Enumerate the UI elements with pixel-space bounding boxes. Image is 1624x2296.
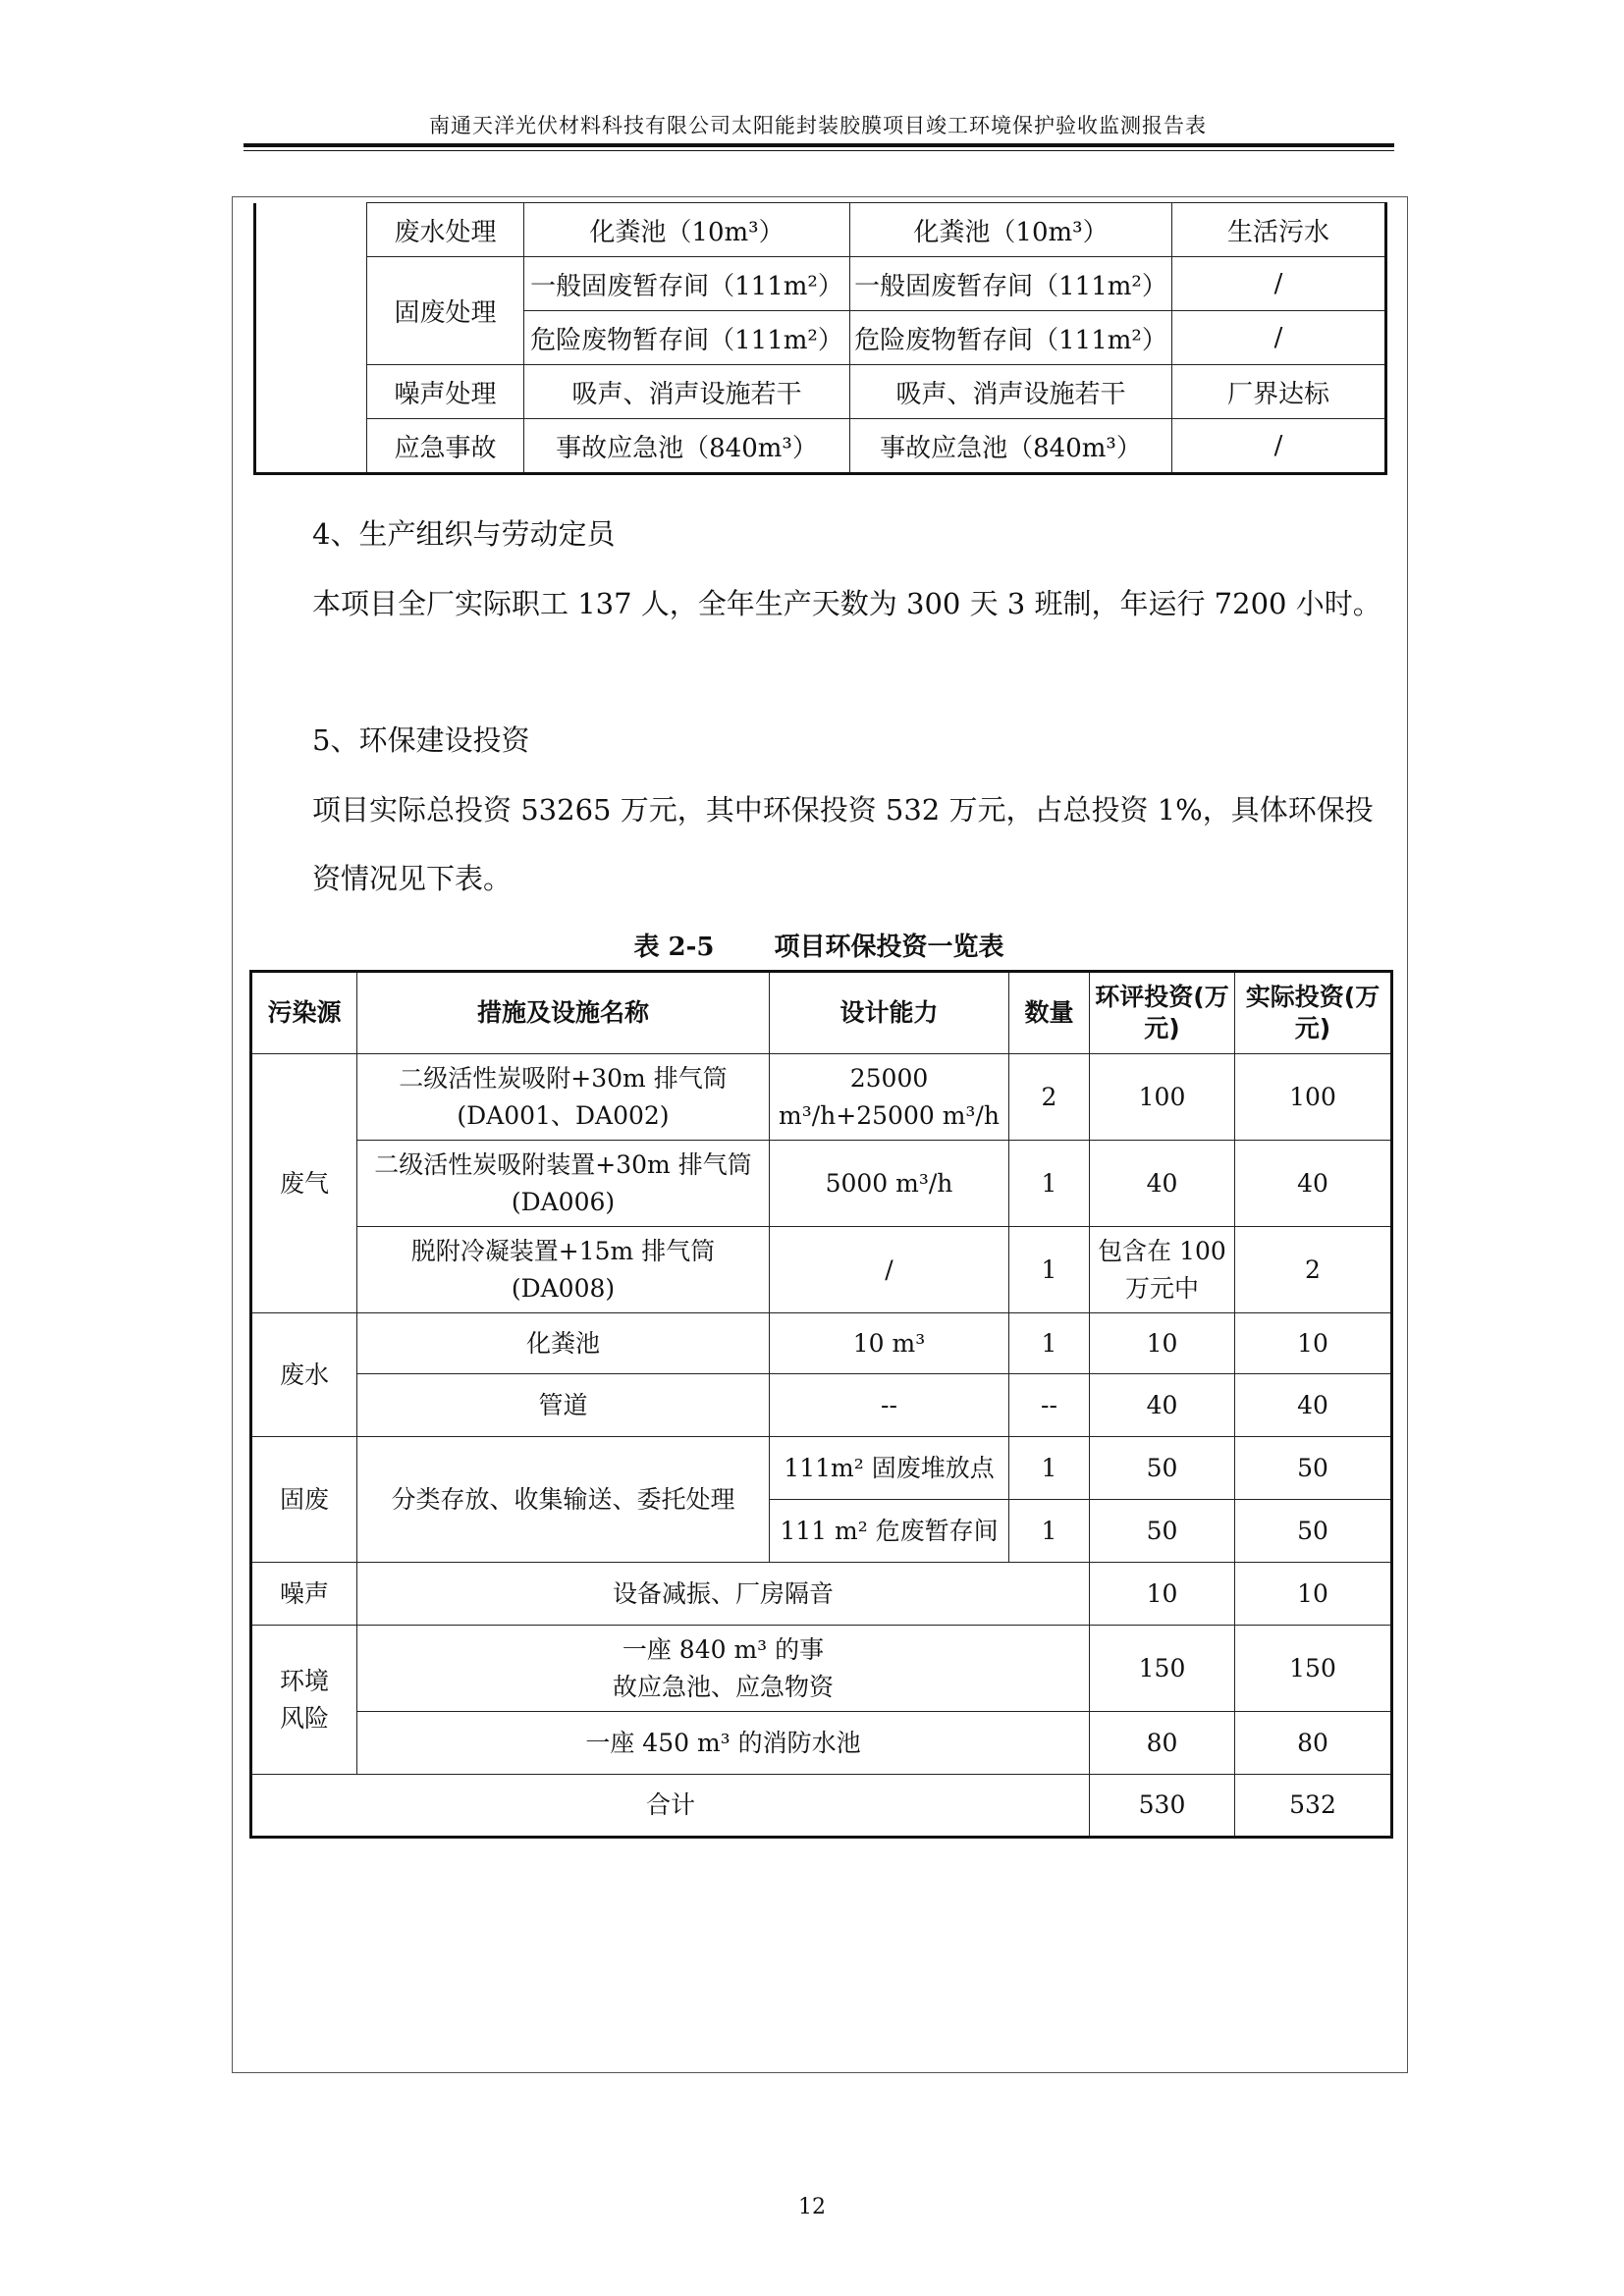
measure-cell: 二级活性炭吸附装置+30m 排气筒(DA006) — [357, 1141, 770, 1227]
header-capacity: 设计能力 — [770, 972, 1009, 1054]
total-label: 合计 — [251, 1775, 1090, 1838]
section-5-text: 项目实际总投资 53265 万元，其中环保投资 532 万元，占总投资 1%，具体环保投资情况见下表。 — [312, 793, 1374, 895]
actual-cell: 事故应急池（840m³） — [850, 419, 1172, 474]
table-row — [255, 203, 1386, 257]
measure-cell: 脱附冷凝装置+15m 排气筒(DA008) — [357, 1227, 770, 1313]
table-title: 项目环保投资一览表 — [774, 933, 1004, 962]
table-row — [251, 1626, 1392, 1712]
table-row — [251, 1313, 1392, 1374]
page-number: 12 — [798, 2195, 826, 2219]
eia-cell: 40 — [1090, 1141, 1235, 1227]
eia-cell: 10 — [1090, 1313, 1235, 1374]
table-row — [251, 1437, 1392, 1500]
measure-cell: 一座 450 m³ 的消防水池 — [357, 1712, 1090, 1775]
note-cell: 生活污水 — [1172, 203, 1386, 257]
measure-cell: 二级活性炭吸附+30m 排气筒(DA001、DA002) — [357, 1054, 770, 1141]
table-row — [251, 1141, 1392, 1227]
capacity-cell: 111 m² 危废暂存间 — [770, 1500, 1009, 1563]
group-water: 废水 — [251, 1313, 357, 1437]
table-row — [255, 419, 1386, 474]
qty-cell: -- — [1009, 1374, 1090, 1437]
qty-cell: 1 — [1009, 1141, 1090, 1227]
actual-cell: 50 — [1235, 1500, 1392, 1563]
eia-cell: 40 — [1090, 1374, 1235, 1437]
measure-cell: 化粪池 — [357, 1313, 770, 1374]
capacity-cell: -- — [770, 1374, 1009, 1437]
planned-cell: 事故应急池（840m³） — [524, 419, 850, 474]
actual-cell: 100 — [1235, 1054, 1392, 1141]
note-cell: / — [1172, 419, 1386, 474]
capacity-cell: 111m² 固废堆放点 — [770, 1437, 1009, 1500]
category-cell: 固废处理 — [367, 257, 524, 365]
note-cell: / — [1172, 311, 1386, 365]
qty-cell: 1 — [1009, 1500, 1090, 1563]
group-solid: 固废 — [251, 1437, 357, 1563]
group-risk: 环境风险 — [251, 1626, 357, 1775]
measure-cell: 设备减振、厂房隔音 — [357, 1563, 1090, 1626]
total-actual: 532 — [1235, 1775, 1392, 1838]
qty-cell: 1 — [1009, 1437, 1090, 1500]
header-actual: 实际投资(万元) — [1235, 972, 1392, 1054]
measure-cell: 管道 — [357, 1374, 770, 1437]
page-header: 南通天洋光伏材料科技有限公司太阳能封装胶膜项目竣工环境保护验收监测报告表 — [429, 114, 1207, 137]
note-cell: / — [1172, 257, 1386, 311]
planned-cell: 危险废物暂存间（111m²） — [524, 311, 850, 365]
investment-table — [249, 970, 1393, 1839]
actual-cell: 10 — [1235, 1313, 1392, 1374]
table-row — [255, 257, 1386, 311]
eia-cell: 50 — [1090, 1500, 1235, 1563]
section-4-heading: 4、生产组织与劳动定员 — [312, 517, 616, 551]
qty-cell: 1 — [1009, 1227, 1090, 1313]
actual-cell: 80 — [1235, 1712, 1392, 1775]
actual-cell: 一般固废暂存间（111m²） — [850, 257, 1172, 311]
total-eia: 530 — [1090, 1775, 1235, 1838]
planned-cell: 化粪池（10m³） — [524, 203, 850, 257]
category-cell: 应急事故 — [367, 419, 524, 474]
capacity-cell: 25000 m³/h+25000 m³/h — [770, 1054, 1009, 1141]
header-rule-thick — [244, 143, 1394, 147]
eia-cell: 100 — [1090, 1054, 1235, 1141]
actual-cell: 40 — [1235, 1141, 1392, 1227]
actual-cell: 吸声、消声设施若干 — [850, 365, 1172, 419]
measure-cell: 一座 840 m³ 的事故应急池、应急物资 — [357, 1626, 1090, 1712]
section-5 — [249, 705, 1388, 913]
eia-cell: 包含在 100 万元中 — [1090, 1227, 1235, 1313]
capacity-cell: 5000 m³/h — [770, 1141, 1009, 1227]
section-4-text: 本项目全厂实际职工 137 人，全年生产天数为 300 天 3 班制，年运行 7200 小时。 — [312, 587, 1381, 620]
header-rule-thin — [244, 150, 1394, 151]
table-caption — [249, 927, 1388, 963]
actual-cell: 150 — [1235, 1626, 1392, 1712]
section-4 — [249, 499, 1388, 638]
actual-cell: 50 — [1235, 1437, 1392, 1500]
eia-cell: 80 — [1090, 1712, 1235, 1775]
actual-cell: 危险废物暂存间（111m²） — [850, 311, 1172, 365]
note-cell: 厂界达标 — [1172, 365, 1386, 419]
planned-cell: 吸声、消声设施若干 — [524, 365, 850, 419]
eia-cell: 50 — [1090, 1437, 1235, 1500]
actual-cell: 2 — [1235, 1227, 1392, 1313]
header-eia: 环评投资(万元) — [1090, 972, 1235, 1054]
section-5-heading: 5、环保建设投资 — [312, 723, 530, 757]
header-measure: 措施及设施名称 — [357, 972, 770, 1054]
table-header-row — [251, 972, 1392, 1054]
capacity-cell: / — [770, 1227, 1009, 1313]
qty-cell: 2 — [1009, 1054, 1090, 1141]
header-qty: 数量 — [1009, 972, 1090, 1054]
table-row — [251, 1227, 1392, 1313]
facilities-table-continued — [253, 202, 1387, 475]
eia-cell: 10 — [1090, 1563, 1235, 1626]
measure-cell: 分类存放、收集输送、委托处理 — [357, 1437, 770, 1563]
capacity-cell: 10 m³ — [770, 1313, 1009, 1374]
actual-cell: 化粪池（10m³） — [850, 203, 1172, 257]
total-row — [251, 1775, 1392, 1838]
table-row — [255, 365, 1386, 419]
table-row — [251, 1712, 1392, 1775]
blank-cell — [255, 203, 367, 474]
eia-cell: 150 — [1090, 1626, 1235, 1712]
header-source: 污染源 — [251, 972, 357, 1054]
planned-cell: 一般固废暂存间（111m²） — [524, 257, 850, 311]
table-row — [251, 1374, 1392, 1437]
actual-cell: 10 — [1235, 1563, 1392, 1626]
table-row — [251, 1054, 1392, 1141]
table-number: 表 2-5 — [633, 933, 715, 962]
qty-cell: 1 — [1009, 1313, 1090, 1374]
group-gas: 废气 — [251, 1054, 357, 1313]
group-noise: 噪声 — [251, 1563, 357, 1626]
table-row — [251, 1563, 1392, 1626]
category-cell: 废水处理 — [367, 203, 524, 257]
category-cell: 噪声处理 — [367, 365, 524, 419]
actual-cell: 40 — [1235, 1374, 1392, 1437]
